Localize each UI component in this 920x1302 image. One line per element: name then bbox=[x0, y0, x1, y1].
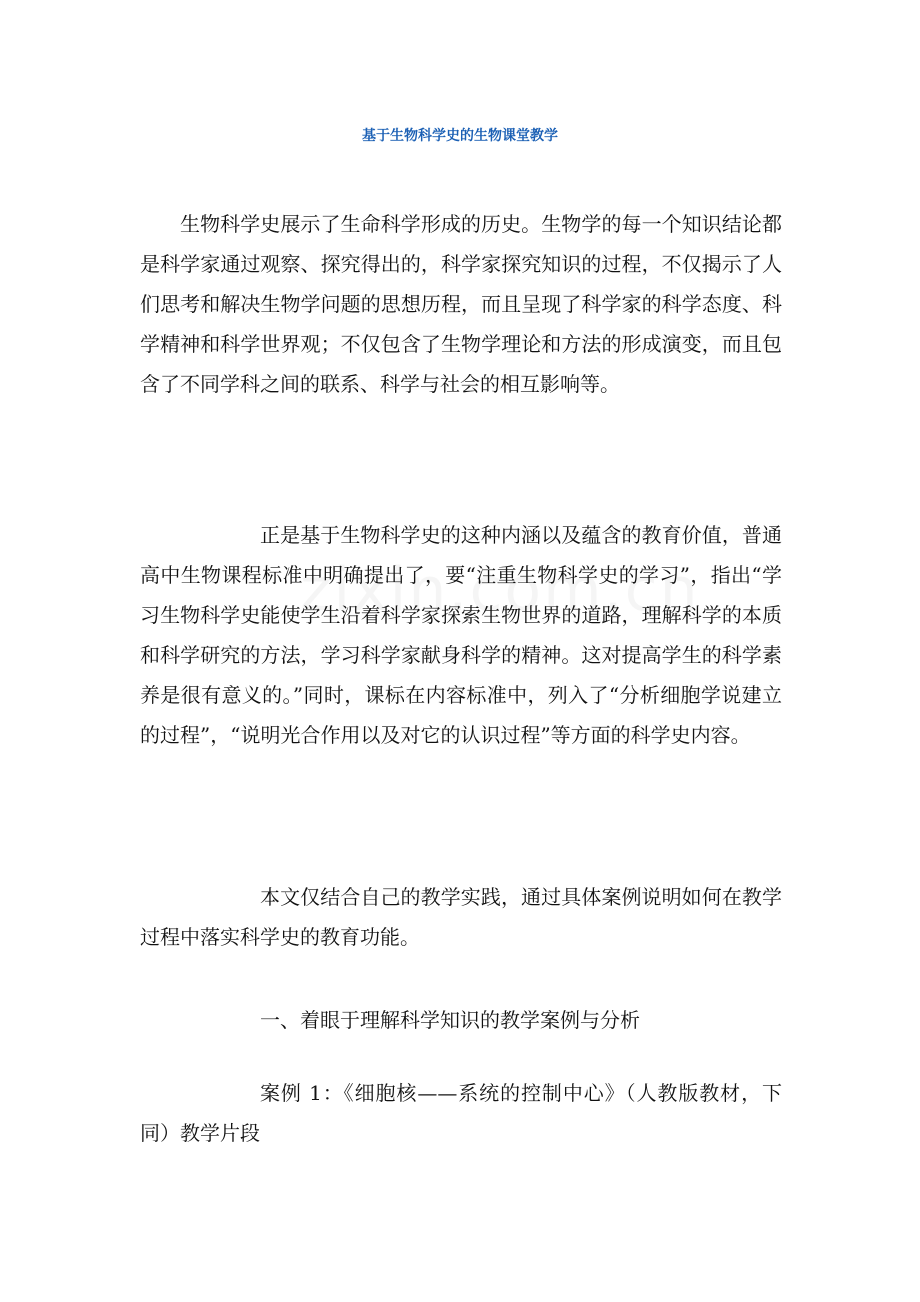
paragraph-curriculum-standard: 正是基于生物科学史的这种内涵以及蕴含的教育价值，普通高中生物课程标准中明确提出了，要“注重生物科学史的学习”，指出“学习生物科学史能使学生沿着科学家探索生物世界的道路，理解科学的本质和科学研究的方法，学习科学家献身科学的精神。这对提高学生的科学素养是很有意义的。”同时，课标在内容标准中，列入了“分析细胞学说建立的过程”，“说明光合作用以及对它的认识过程”等方面的科学史内容。 bbox=[140, 523, 782, 747]
section-heading-1: 一、着眼于理解科学知识的教学案例与分析 bbox=[260, 1008, 640, 1032]
paragraph-intro: 生物科学史展示了生命科学形成的历史。生物学的每一个知识结论都是科学家通过观察、探究得出的，科学家探究知识的过程，不仅揭示了人们思考和解决生物学问题的思想历程，而且呈现了科学家的科学态度、科学精神和科学世界观；不仅包含了生物学理论和方法的形成演变，而且包含了不同学科之间的联系、科学与社会的相互影响等。 bbox=[140, 212, 782, 396]
case-title-1: 案例 1：《细胞核——系统的控制中心》（人教版教材，下同）教学片段 bbox=[140, 1081, 782, 1145]
document-title: 基于生物科学史的生物课堂教学 bbox=[362, 128, 558, 144]
paragraph-purpose: 本文仅结合自己的教学实践，通过具体案例说明如何在教学过程中落实科学史的教育功能。 bbox=[140, 885, 782, 949]
